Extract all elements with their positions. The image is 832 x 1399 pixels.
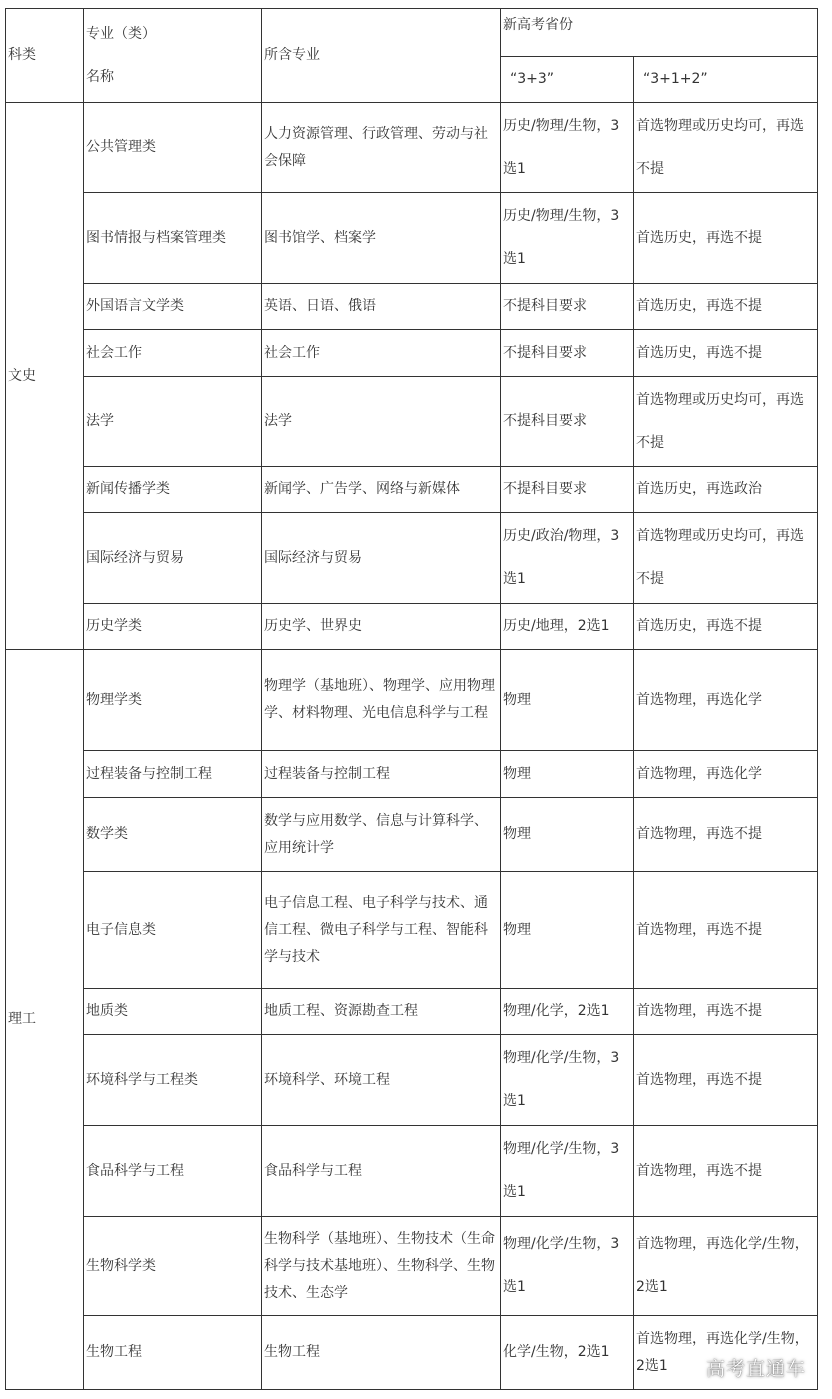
included-majors-cell: 生物工程 (262, 1316, 501, 1390)
table-row (6, 872, 818, 989)
major-name-cell: 公共管理类 (84, 103, 262, 193)
requirement-3-1-2-cell: 首选历史，再选不提 (634, 330, 818, 377)
requirement-3-3-cell: 不提科目要求 (501, 284, 634, 330)
major-name-cell: 新闻传播学类 (84, 467, 262, 513)
included-majors-cell: 法学 (262, 377, 501, 467)
requirement-3-1-2-cell: 首选物理，再选化学 (634, 650, 818, 751)
requirement-3-1-2-cell: 首选物理，再选不提 (634, 1035, 818, 1126)
included-majors-cell: 英语、日语、俄语 (262, 284, 501, 330)
requirement-3-3-cell: 物理 (501, 872, 634, 989)
header-included-majors: 所含专业 (262, 9, 501, 103)
table-row (6, 377, 818, 467)
included-majors-cell: 电子信息工程、电子科学与技术、通信工程、微电子科学与工程、智能科学与技术 (262, 872, 501, 989)
table-row (6, 650, 818, 751)
included-majors-cell: 图书馆学、档案学 (262, 193, 501, 284)
included-majors-cell: 环境科学、环境工程 (262, 1035, 501, 1126)
major-name-cell: 电子信息类 (84, 872, 262, 989)
category-cell: 理工 (6, 650, 84, 1390)
table-row (6, 1126, 818, 1217)
major-name-cell: 图书情报与档案管理类 (84, 193, 262, 284)
table-row (6, 989, 818, 1035)
major-name-cell: 历史学类 (84, 604, 262, 650)
header-category: 科类 (6, 9, 84, 103)
requirement-3-1-2-cell: 首选物理，再选不提 (634, 989, 818, 1035)
included-majors-cell: 数学与应用数学、信息与计算科学、应用统计学 (262, 798, 501, 872)
requirement-3-3-cell: 不提科目要求 (501, 330, 634, 377)
table-row (6, 284, 818, 330)
requirement-3-1-2-cell: 首选历史，再选不提 (634, 284, 818, 330)
included-majors-cell: 地质工程、资源勘查工程 (262, 989, 501, 1035)
major-name-cell: 社会工作 (84, 330, 262, 377)
major-name-cell: 物理学类 (84, 650, 262, 751)
requirement-3-1-2-cell: 首选历史，再选政治 (634, 467, 818, 513)
table-row (6, 604, 818, 650)
included-majors-cell: 社会工作 (262, 330, 501, 377)
requirement-3-1-2-cell: 首选物理，再选化学/生物，2选1 (634, 1316, 818, 1390)
included-majors-cell: 历史学、世界史 (262, 604, 501, 650)
requirement-3-1-2-cell: 首选物理，再选不提 (634, 872, 818, 989)
requirement-3-1-2-cell: 首选历史，再选不提 (634, 193, 818, 284)
included-majors-cell: 食品科学与工程 (262, 1126, 501, 1217)
requirement-3-3-cell: 物理 (501, 798, 634, 872)
major-name-cell: 外国语言文学类 (84, 284, 262, 330)
table-row (6, 513, 818, 604)
watermark: 高考直通车 (705, 1358, 806, 1380)
major-name-cell: 生物工程 (84, 1316, 262, 1390)
table-row (6, 751, 818, 798)
requirement-3-1-2-cell: 首选物理或历史均可，再选不提 (634, 377, 818, 467)
header-major-class-line2: 名称 (86, 68, 114, 85)
major-name-cell: 数学类 (84, 798, 262, 872)
table-row (6, 1035, 818, 1126)
header-new-gaokao: 新高考省份 (501, 9, 818, 57)
requirement-3-1-2-cell: 首选物理，再选不提 (634, 798, 818, 872)
major-name-cell: 环境科学与工程类 (84, 1035, 262, 1126)
requirement-3-3-cell: 物理 (501, 751, 634, 798)
major-name-cell: 地质类 (84, 989, 262, 1035)
table-row (6, 1316, 818, 1390)
table-row (6, 798, 818, 872)
header-mode-3-3: “3+3” (501, 57, 634, 103)
requirement-3-1-2-cell: 首选物理，再选不提 (634, 1126, 818, 1217)
major-name-cell: 国际经济与贸易 (84, 513, 262, 604)
requirement-3-1-2-cell: 首选物理或历史均可，再选不提 (634, 513, 818, 604)
included-majors-cell: 人力资源管理、行政管理、劳动与社会保障 (262, 103, 501, 193)
requirement-3-1-2-cell: 首选物理，再选化学 (634, 751, 818, 798)
included-majors-cell: 物理学（基地班）、物理学、应用物理学、材料物理、光电信息科学与工程 (262, 650, 501, 751)
requirement-3-3-cell: 历史/政治/物理，3选1 (501, 513, 634, 604)
header-major-class-line1: 专业（类） (86, 25, 156, 42)
requirement-3-3-cell: 物理 (501, 650, 634, 751)
table-row (6, 103, 818, 193)
category-cell: 文史 (6, 103, 84, 650)
requirement-3-3-cell: 历史/物理/生物，3选1 (501, 193, 634, 284)
requirement-3-3-cell: 物理/化学/生物，3选1 (501, 1035, 634, 1126)
table-row (6, 1217, 818, 1316)
table-row (6, 193, 818, 284)
header-major-class (84, 9, 262, 103)
requirement-3-3-cell: 物理/化学/生物，3选1 (501, 1126, 634, 1217)
major-name-cell: 食品科学与工程 (84, 1126, 262, 1217)
table-row (6, 467, 818, 513)
included-majors-cell: 过程装备与控制工程 (262, 751, 501, 798)
requirement-3-1-2-cell: 首选物理或历史均可，再选不提 (634, 103, 818, 193)
major-name-cell: 法学 (84, 377, 262, 467)
major-name-cell: 过程装备与控制工程 (84, 751, 262, 798)
requirement-3-3-cell: 物理/化学/生物，3选1 (501, 1217, 634, 1316)
requirement-3-3-cell: 历史/物理/生物，3选1 (501, 103, 634, 193)
table-row (6, 330, 818, 377)
included-majors-cell: 新闻学、广告学、网络与新媒体 (262, 467, 501, 513)
requirement-3-3-cell: 化学/生物，2选1 (501, 1316, 634, 1390)
requirement-3-3-cell: 不提科目要求 (501, 467, 634, 513)
included-majors-cell: 国际经济与贸易 (262, 513, 501, 604)
requirement-3-3-cell: 历史/地理，2选1 (501, 604, 634, 650)
major-name-cell: 生物科学类 (84, 1217, 262, 1316)
header-mode-3-1-2: “3+1+2” (634, 57, 818, 103)
requirement-3-3-cell: 物理/化学，2选1 (501, 989, 634, 1035)
requirement-3-1-2-cell: 首选历史，再选不提 (634, 604, 818, 650)
requirement-3-1-2-cell: 首选物理，再选化学/生物，2选1 (634, 1217, 818, 1316)
requirement-3-3-cell: 不提科目要求 (501, 377, 634, 467)
subject-requirements-table (5, 8, 818, 1390)
included-majors-cell: 生物科学（基地班）、生物技术（生命科学与技术基地班）、生物科学、生物技术、生态学 (262, 1217, 501, 1316)
